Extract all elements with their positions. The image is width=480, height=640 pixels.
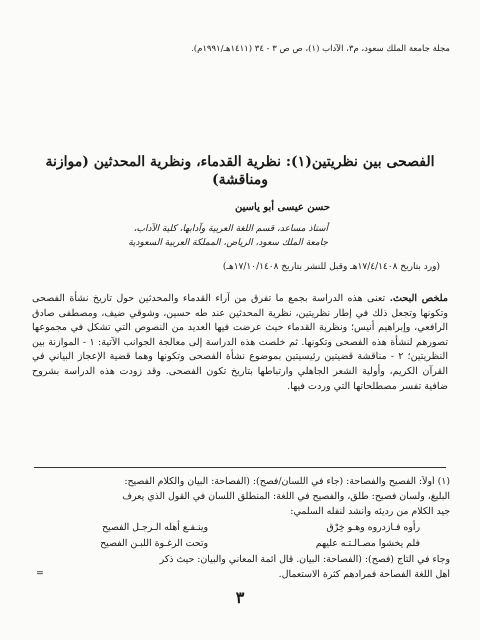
footnote-line-3: جيد الكلام من رديئه وأنشد لنفله السلمي:: [290, 506, 450, 517]
footnote-line-1: (١) أولاً: الفصيح والفصاحة: (جاء في اللسان/فصح): (الفصاحة: البيان والكلام الفصيح:: [124, 476, 450, 487]
continuation-mark: =: [36, 568, 44, 579]
abstract-paragraph: [32, 292, 448, 394]
abstract-label: ملخص البحث.: [389, 293, 448, 304]
verse-1-first-hemistich: رأوه فـازدروه وهـو خِرْق: [326, 522, 420, 533]
author-affiliation-line-2: جامعة الملك سعود، الرياض، المملكة العربية السعودية: [128, 238, 328, 248]
author-affiliation-line-1: أستاذ مساعد، قسم اللغة العربية وآدابها، كلية الآداب،: [133, 224, 328, 234]
article-title: الفصحى بين نظريتين(١): نظرية القدماء، ونظرية المحدثين (موازنة ومناقشة): [45, 154, 435, 188]
footnote-line-5: أهل اللغة الفصاحة فمرادهم كثرة الاستعمال.: [278, 569, 450, 580]
footnote-line-4: وجاء في التاج (فصح): (الفصاحة: البيان. قال أئمة المعاني والبيان: حيث ذكر: [159, 554, 450, 565]
journal-citation-header: مجلة جامعة الملك سعود، م٣، الآداب (١)، ص ص ٣ - ٣٤ (١٤١١هـ/١٩٩١م).: [191, 44, 450, 54]
page-number: ٣: [235, 588, 245, 607]
verse-1-second-hemistich: وينـفـع أهله الـرجـل الفصيح: [101, 522, 208, 533]
footnote-line-2: البليغ، ولسان فصيح: طلق، والفصيح في اللغة: المنطلق اللسان في القول الذي يعرف: [122, 491, 450, 502]
submission-dates: (ورد بتاريخ ١٧/٤/١٤٠٨هـ وقبل للنشر بتاريخ ١٧/١٠/١٤٠٨هـ): [222, 262, 440, 272]
author-name: حسن عيسى أبو ياسين: [235, 202, 330, 213]
footnote-separator: [34, 467, 446, 468]
verse-2-first-hemistich: فلم يخشوا مصـالـتـه عليهم: [315, 538, 420, 549]
abstract-text: تعنى هذه الدراسة بجمع ما تفرق من آراء القدماء والمحدثين حول تاريخ نشأة الفصحى وتكونها وتجعل ذلك في إطار نظريتين، نظرية المحدثين عند طه حسين، وشوقي ضيف، ومصطفى صادق الرافعي، وإبراهيم أنيس؛ ونظرية القدماء حيث عرضت فيها العديد من النصوص التي تشكل في مجموعها تصورهم لنشأة هذه الفصحى وتكونها. ثم خلصت هذه الدراسة إلى معالجة الجوانب الآتية: ١ - الموازنة بين النظريتين؛ ٢ - مناقشة قضيتين رئيسيتين بموضوع نشأة الفصحى وتكونها وهما قضية الإعجاز البياني في القرآن الكريم، وأولية الشعر الجاهلي وارتباطها بتاريخ تكون الفصحى. وقد زودت هذه الدراسة بشروح ضافية تفسر مصطلحاتها التي وردت فيها.: [32, 293, 448, 392]
verse-2-second-hemistich: وتحت الرغـوة اللبـن الفصيح: [100, 538, 208, 549]
